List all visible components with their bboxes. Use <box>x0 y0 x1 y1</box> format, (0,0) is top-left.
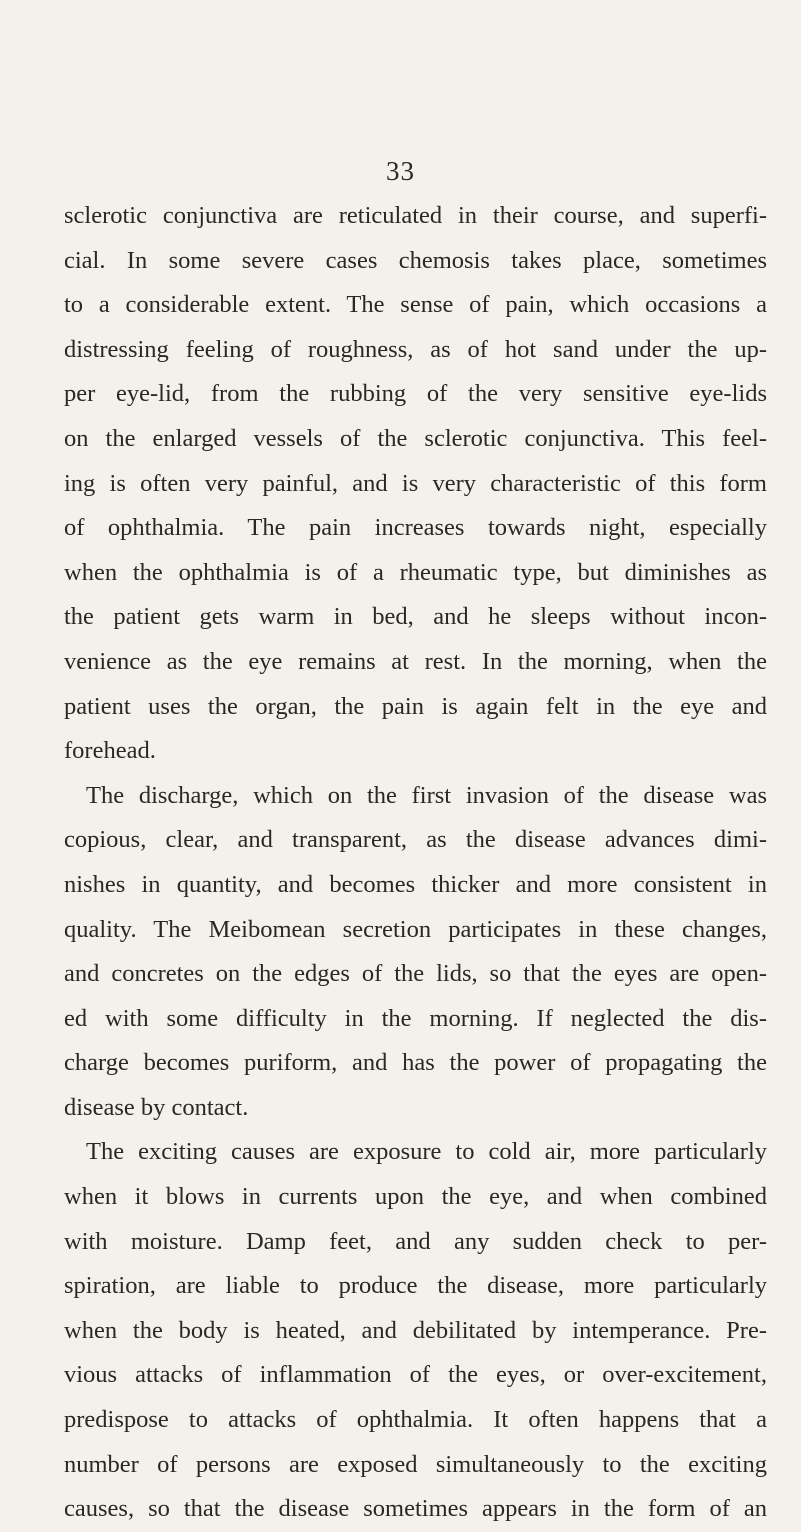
text-line: cial. In some severe cases chemosis takes place, sometimes <box>64 246 767 274</box>
text-line: to a considerable extent. The sense of pain, which occasions a <box>64 291 767 319</box>
text-line: with moisture. Damp feet, and any sudden check to per- <box>64 1227 767 1255</box>
text-line: copious, clear, and transparent, as the disease advances dimi- <box>64 826 767 854</box>
text-line: when the body is heated, and debilitated by intemperance. Pre- <box>64 1316 767 1344</box>
text-line: patient uses the organ, the pain is again felt in the eye and <box>64 692 767 720</box>
text-line: sclerotic conjunctiva are reticulated in their course, and superfi- <box>64 202 767 229</box>
text-line: on the enlarged vessels of the sclerotic conjunctiva. This feel- <box>64 424 767 452</box>
text-line: when it blows in currents upon the eye, and when combined <box>64 1183 767 1211</box>
paragraph-start-line: The discharge, which on the first invasion of the disease was <box>86 781 767 809</box>
text-line: predispose to attacks of ophthalmia. It often happens that a <box>64 1406 767 1434</box>
text-line: venience as the eye remains at rest. In the morning, when the <box>64 647 767 675</box>
text-line: distressing feeling of roughness, as of hot sand under the up- <box>64 335 767 363</box>
paragraph-start-line: The exciting causes are exposure to cold air, more particularly <box>86 1138 767 1166</box>
text-line: charge becomes puriform, and has the power of propagating the <box>64 1049 767 1077</box>
text-line: spiration, are liable to produce the disease, more particularly <box>64 1272 767 1300</box>
text-line: quality. The Meibomean secretion participates in these changes, <box>64 915 767 943</box>
text-line: ing is often very painful, and is very characteristic of this form <box>64 469 767 497</box>
text-line: disease by contact. <box>64 1093 249 1121</box>
text-line: and concretes on the edges of the lids, so that the eyes are open- <box>64 960 767 988</box>
text-line: forehead. <box>64 737 156 765</box>
text-line: number of persons are exposed simultaneously to the exciting <box>64 1450 767 1478</box>
text-line: the patient gets warm in bed, and he sleeps without incon- <box>64 603 767 631</box>
page-number: 33 <box>386 156 415 186</box>
text-line: when the ophthalmia is of a rheumatic type, but diminishes as <box>64 558 767 586</box>
text-line: ed with some difficulty in the morning. If neglected the dis- <box>64 1004 767 1032</box>
text-line: nishes in quantity, and becomes thicker and more consistent in <box>64 870 767 898</box>
text-line: of ophthalmia. The pain increases towards night, especially <box>64 514 767 542</box>
text-line: per eye-lid, from the rubbing of the very sensitive eye-lids <box>64 380 767 408</box>
body-text <box>64 194 767 1532</box>
text-line: vious attacks of inflammation of the eyes, or over-excitement, <box>64 1361 767 1389</box>
text-line: causes, so that the disease sometimes appears in the form of an <box>64 1495 767 1523</box>
